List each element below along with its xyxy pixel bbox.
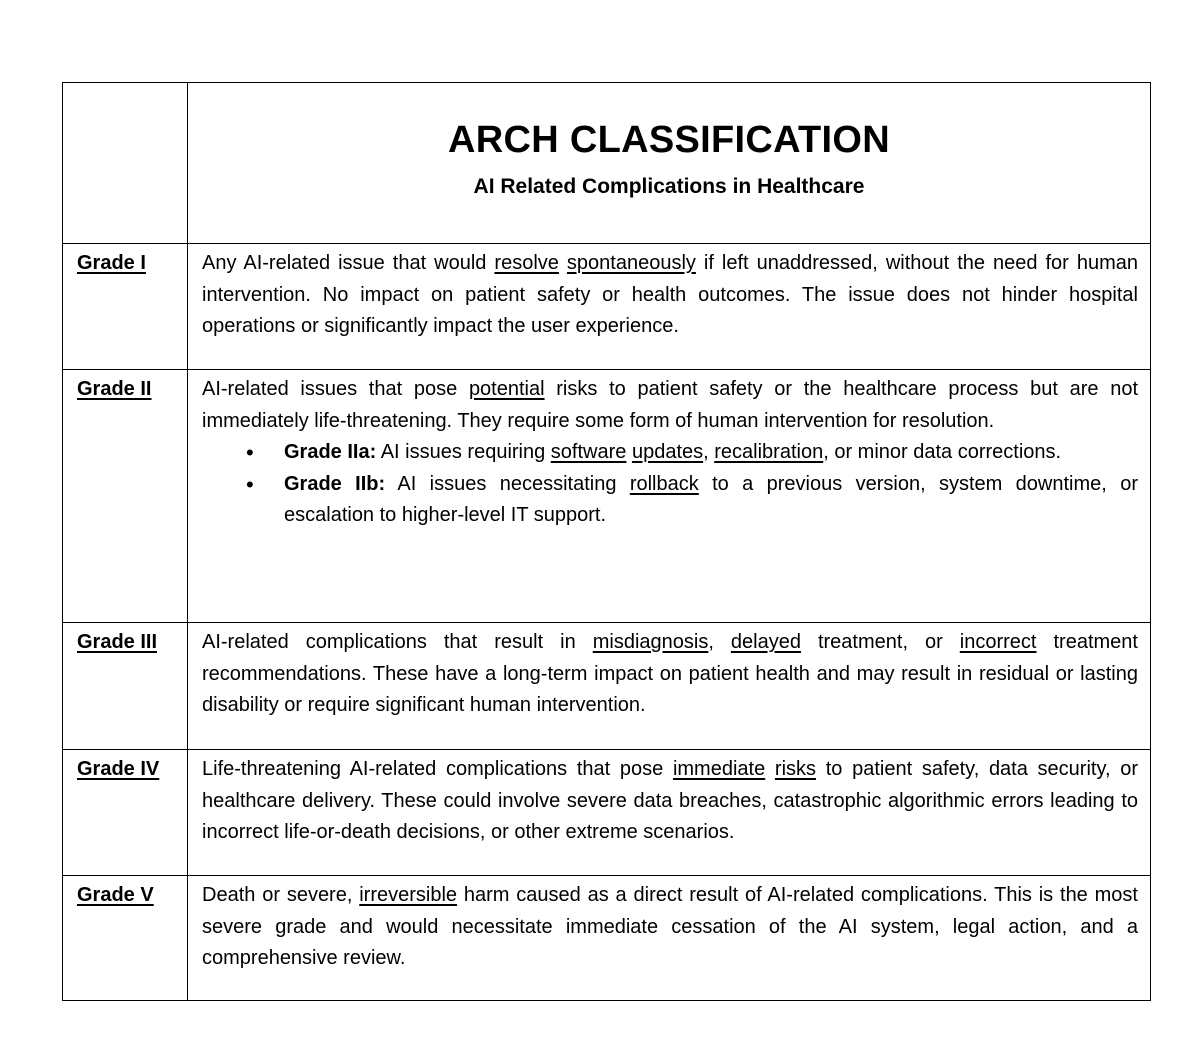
text-segment: AI-related issues that pose	[202, 378, 469, 400]
text-segment: harm caused as a direct result of AI-related complications. This is the most severe grade and would necessitate immediate cessation of the AI system, legal action, and a comprehensive review.	[202, 884, 1138, 969]
grade-description-3	[188, 623, 1150, 722]
classification-table	[62, 82, 1151, 1001]
text-segment: Death or severe,	[202, 884, 360, 906]
grade-description-1	[188, 244, 1150, 343]
underlined-term: recalibration	[714, 441, 824, 463]
text-segment: ,	[703, 441, 715, 463]
subgrade-item-iia	[284, 437, 1138, 469]
grade-description-cell	[188, 876, 1151, 1001]
text-segment: to a previous version, system downtime, or escalation to higher-level IT support.	[284, 472, 1138, 526]
subgrade-list	[202, 437, 1138, 532]
grade-description-cell	[188, 623, 1151, 750]
underlined-term: potential	[468, 378, 545, 400]
text-segment: if left unaddressed, without the need for human intervention. No impact on patient safety or health outcomes. The issue does not hinder hospital operations or significantly impact the user experience.	[202, 252, 1139, 337]
underlined-term: delayed	[730, 631, 801, 653]
text-segment: AI-related complications that result in	[202, 631, 593, 653]
text-segment	[765, 758, 775, 780]
grade-label-2: Grade II	[77, 378, 152, 400]
underlined-term: irreversible	[359, 884, 458, 906]
grade-row-1	[63, 244, 1151, 370]
title-row	[63, 83, 1151, 244]
underlined-term: updates	[631, 441, 704, 463]
text-segment: treatment recommendations. These have a long-term impact on patient health and may result in residual or lasting disability or require significant human intervention.	[202, 631, 1138, 716]
text-segment: risks to patient safety or the healthcare process but are not immediately life-threatening. They require some form of human intervention for resolution.	[202, 378, 1138, 432]
grade-label-3: Grade III	[77, 631, 158, 653]
grade-label-5: Grade V	[77, 884, 154, 906]
grade-description-5	[188, 876, 1150, 975]
grade-row-5	[63, 876, 1151, 1001]
grade-description-2	[188, 370, 1150, 532]
grade-label-cell	[63, 623, 188, 750]
grade-label-cell	[63, 750, 188, 876]
grade-description-cell	[188, 244, 1151, 370]
grade-label-1: Grade I	[77, 252, 146, 274]
text-segment: ,	[708, 631, 731, 653]
subgrade-label: Grade IIa:	[284, 441, 377, 463]
underlined-term: incorrect	[959, 631, 1037, 653]
underlined-term: risks	[774, 758, 817, 780]
underlined-term: misdiagnosis	[592, 631, 709, 653]
grade-label-cell	[63, 370, 188, 623]
text-segment: AI issues requiring	[376, 441, 551, 463]
underlined-term: spontaneously	[566, 252, 696, 274]
text-segment: Life-threatening AI-related complications that pose	[202, 758, 673, 780]
text-segment	[559, 252, 567, 274]
underlined-term: software	[550, 441, 627, 463]
grade-row-3	[63, 623, 1151, 750]
grade-description-cell	[188, 370, 1151, 623]
text-segment: to patient safety, data security, or healthcare delivery. These could involve severe data breaches, catastrophic algorithmic errors leading to incorrect life-or-death decisions, or other extreme scenarios.	[202, 758, 1139, 843]
document-subtitle: AI Related Complications in Healthcare	[473, 175, 865, 198]
subgrade-label: Grade IIb:	[284, 472, 386, 495]
grade-description-4	[188, 750, 1150, 849]
title-cell	[188, 83, 1151, 244]
grade-description-cell	[188, 750, 1151, 876]
underlined-term: immediate	[672, 758, 766, 780]
subgrade-item-iib	[284, 469, 1138, 532]
text-segment: AI issues necessitating	[385, 472, 630, 495]
title-empty-cell	[63, 83, 188, 244]
grade-row-2	[63, 370, 1151, 623]
grade-label-4: Grade IV	[77, 758, 160, 780]
text-segment: treatment, or	[800, 631, 960, 653]
grade-label-cell	[63, 876, 188, 1001]
text-segment: Any AI-related issue that would	[202, 252, 495, 274]
grade-label-cell	[63, 244, 188, 370]
grade-row-4	[63, 750, 1151, 876]
document-title: ARCH CLASSIFICATION	[448, 119, 890, 161]
text-segment: , or minor data corrections.	[823, 441, 1062, 463]
underlined-term: resolve	[494, 252, 559, 274]
underlined-term: rollback	[629, 472, 699, 495]
